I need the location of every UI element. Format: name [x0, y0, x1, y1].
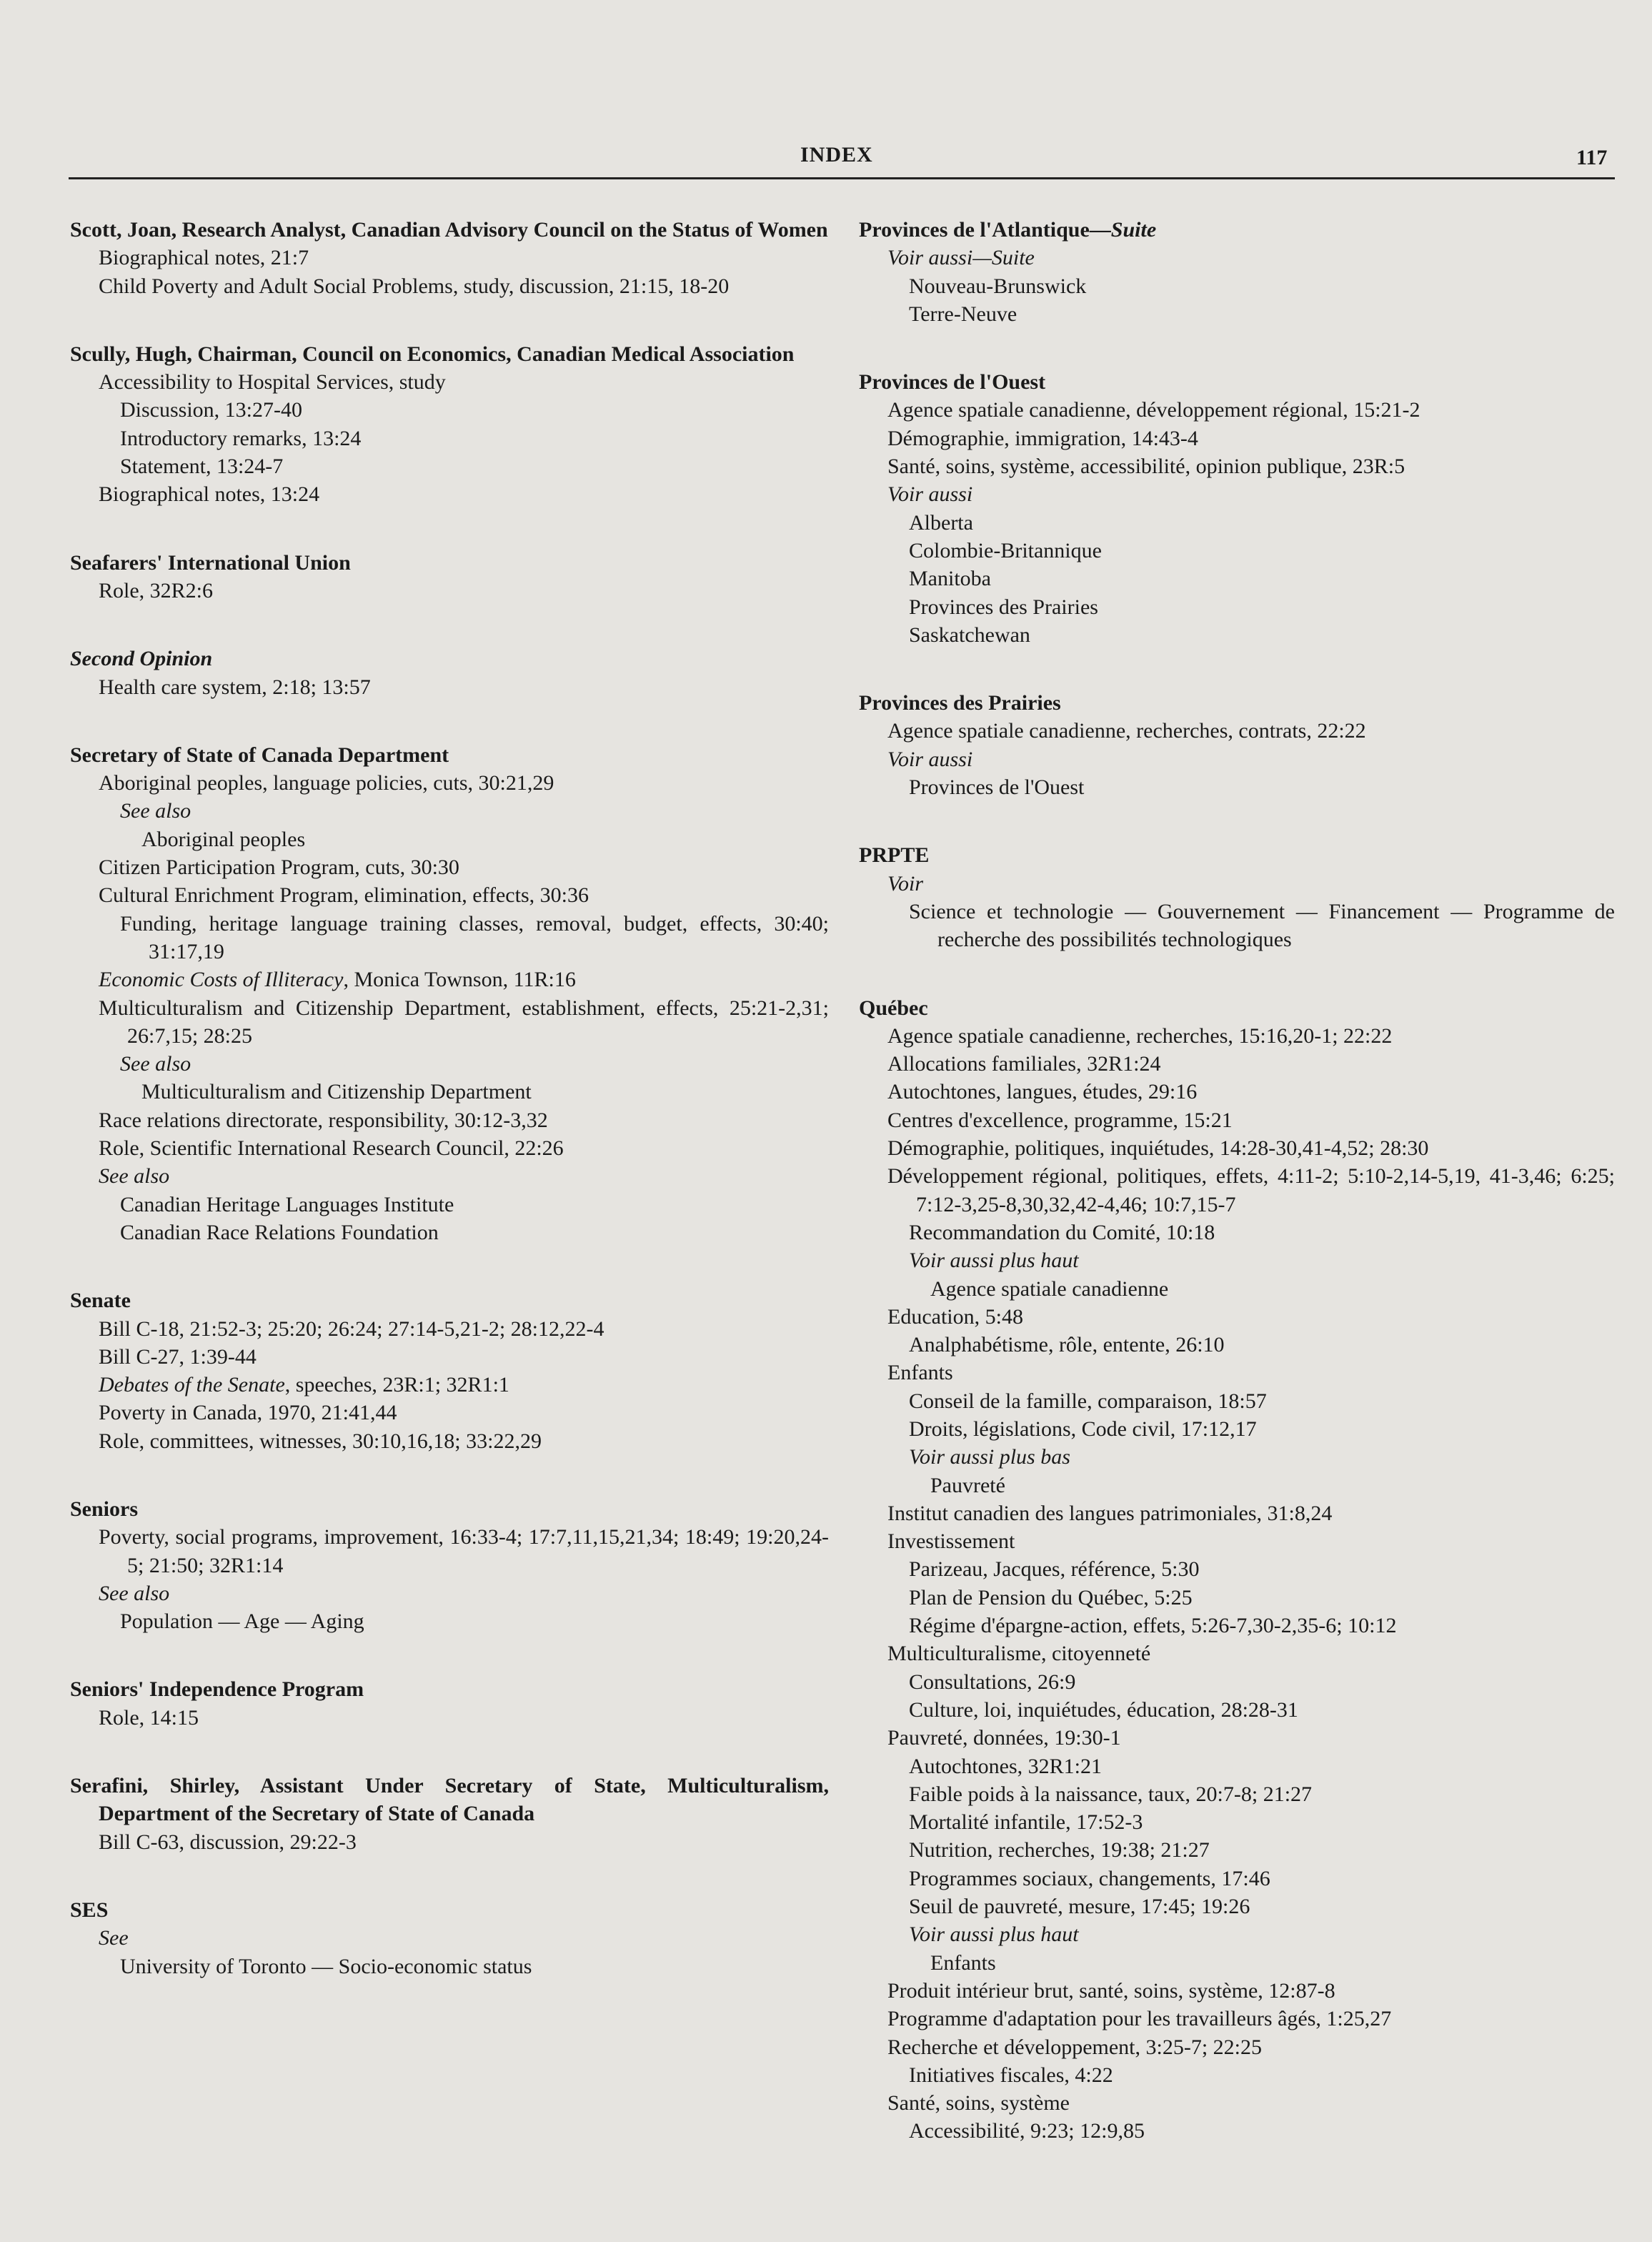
entry-heading: [859, 216, 1615, 244]
index-entry-senate: [70, 1286, 829, 1455]
subentry: Saskatchewan: [909, 622, 1030, 647]
subentry: [70, 1371, 829, 1399]
header-rule: [69, 177, 1615, 179]
index-entry-seafarers: [70, 549, 829, 605]
subentry: Health care system, 2:18; 13:57: [99, 675, 371, 699]
subentry: Introductory remarks, 13:24: [120, 426, 362, 450]
cross-reference: See also: [99, 1581, 170, 1605]
subentry: Biographical notes, 21:7: [99, 246, 309, 270]
subentry: Biographical notes, 13:24: [99, 482, 320, 507]
entry-heading: Scott, Joan, Research Analyst, Canadian Advisory Council on the Status of Women: [70, 218, 828, 242]
cross-reference: See also: [120, 799, 191, 823]
cross-reference: See also: [120, 1052, 191, 1076]
subentry: Poverty in Canada, 1970, 21:41,44: [99, 1401, 397, 1425]
subentry: Développement régional, politiques, effets, 4:11-2; 5:10-2,14-5,19, 41-3,46; 6:25; 7:12-3,25-8,30,32,42-4,46; 10:7,15-7: [887, 1164, 1615, 1216]
index-entry-seniors: [70, 1495, 829, 1635]
subentry: Agence spatiale canadienne: [930, 1276, 1169, 1301]
subentry: Colombie-Britannique: [909, 538, 1102, 562]
subentry: Terre-Neuve: [909, 302, 1017, 326]
subentry: Multiculturalisme, citoyenneté: [887, 1642, 1151, 1666]
subentry: Pauvreté, données, 19:30-1: [887, 1726, 1121, 1750]
subentry-text: , speeches, 23R:1; 32R1:1: [284, 1373, 509, 1397]
cross-reference: Voir aussi—Suite: [887, 246, 1035, 270]
left-column: [70, 216, 829, 2020]
subentry: Autochtones, langues, études, 29:16: [887, 1080, 1198, 1104]
index-entry-second-opinion: [70, 645, 829, 701]
index-entry-provinces-prairies: [859, 689, 1615, 801]
subentry: Role, 14:15: [99, 1705, 199, 1730]
cross-reference: See: [99, 1926, 129, 1950]
subentry: Canadian Heritage Languages Institute: [120, 1192, 454, 1216]
subentry: Bill C-63, discussion, 29:22-3: [99, 1830, 357, 1854]
cross-reference: Voir aussi plus bas: [909, 1445, 1070, 1469]
subentry: Droits, législations, Code civil, 17:12,17: [909, 1417, 1257, 1441]
subentry: Aboriginal peoples, language policies, cuts, 30:21,29: [99, 771, 554, 795]
publication-title: Debates of the Senate: [99, 1373, 285, 1397]
entry-heading: PRPTE: [859, 843, 930, 868]
index-entry-provinces-ouest: [859, 368, 1615, 649]
entry-heading: Seniors' Independence Program: [70, 1677, 364, 1702]
subentry: Enfants: [887, 1361, 953, 1385]
subentry: Canadian Race Relations Foundation: [120, 1220, 439, 1244]
subentry: Démographie, politiques, inquiétudes, 14:28-30,41-4,52; 28:30: [887, 1136, 1429, 1161]
entry-heading: Seniors: [70, 1497, 139, 1521]
subentry: Agence spatiale canadienne, développement régional, 15:21-2: [887, 398, 1420, 422]
subentry: Population — Age — Aging: [120, 1609, 364, 1634]
subentry: Multiculturalism and Citizenship Department: [141, 1080, 532, 1104]
subentry: Démographie, immigration, 14:43-4: [887, 426, 1198, 450]
index-entry-ses: [70, 1896, 829, 1980]
entry-heading: Serafini, Shirley, Assistant Under Secretary of State, Multiculturalism, Department of the Secretary of State of Canada: [70, 1774, 829, 1826]
subentry: Allocations familiales, 32R1:24: [887, 1052, 1161, 1076]
subentry: Child Poverty and Adult Social Problems, study, discussion, 21:15, 18-20: [99, 274, 730, 298]
subentry: Role, 32R2:6: [99, 578, 214, 602]
cross-reference: See also: [99, 1164, 170, 1189]
subentry: Accessibilité, 9:23; 12:9,85: [909, 2119, 1145, 2143]
cross-reference: Voir aussi: [887, 747, 973, 771]
continued-label: Suite: [1110, 218, 1157, 242]
subentry: Culture, loi, inquiétudes, éducation, 28:28-31: [909, 1697, 1298, 1722]
subentry: Multiculturalism and Citizenship Department, establishment, effects, 25:21-2,31; 26:7,15; 28:25: [99, 996, 829, 1048]
subentry: Parizeau, Jacques, référence, 5:30: [909, 1557, 1200, 1582]
subentry: Faible poids à la naissance, taux, 20:7-8; 21:27: [909, 1782, 1313, 1806]
index-entry-provinces-atlantique: [859, 216, 1615, 328]
subentry: Conseil de la famille, comparaison, 18:57: [909, 1389, 1267, 1413]
subentry: Bill C-18, 21:52-3; 25:20; 26:24; 27:14-5,21-2; 28:12,22-4: [99, 1316, 604, 1341]
subentry: Régime d'épargne-action, effets, 5:26-7,30-2,35-6; 10:12: [909, 1614, 1397, 1638]
subentry: Statement, 13:24-7: [120, 455, 284, 479]
subentry: Science et technologie — Gouvernement — Financement — Programme de recherche des possibilités technologiques: [909, 899, 1615, 952]
subentry: Discussion, 13:27-40: [120, 398, 302, 422]
subentry: Produit intérieur brut, santé, soins, système, 12:87-8: [887, 1978, 1335, 2003]
subentry: Santé, soins, système: [887, 2091, 1070, 2115]
subentry: Centres d'excellence, programme, 15:21: [887, 1108, 1233, 1132]
subentry: Cultural Enrichment Program, elimination, effects, 30:36: [99, 883, 589, 908]
subentry: Enfants: [930, 1950, 996, 1975]
index-entry-serafini: [70, 1772, 829, 1856]
publication-title: Economic Costs of Illiteracy: [99, 968, 344, 992]
entry-heading: Senate: [70, 1289, 131, 1313]
subentry: Agence spatiale canadienne, recherches, 15:16,20-1; 22:22: [887, 1023, 1393, 1048]
subentry: Provinces des Prairies: [909, 595, 1098, 619]
subentry: Citizen Participation Program, cuts, 30:30: [99, 855, 459, 880]
subentry: University of Toronto — Socio-economic status: [120, 1954, 532, 1978]
subentry: Autochtones, 32R1:21: [909, 1754, 1102, 1778]
index-entry-prpte: [859, 841, 1615, 953]
subentry: Recherche et développement, 3:25-7; 22:25: [887, 2035, 1262, 2059]
subentry: Aboriginal peoples: [141, 827, 306, 851]
entry-heading: Second Opinion: [70, 647, 213, 671]
subentry: Programme d'adaptation pour les travailleurs âgés, 1:25,27: [887, 2007, 1392, 2031]
subentry: [70, 966, 829, 993]
heading-text: Provinces de l'Atlantique—: [859, 218, 1111, 242]
subentry: Investissement: [887, 1529, 1015, 1554]
page-number: 117: [1576, 146, 1608, 169]
cross-reference: Voir aussi: [887, 482, 973, 507]
subentry: Analphabétisme, rôle, entente, 26:10: [909, 1333, 1225, 1357]
subentry: Nutrition, recherches, 19:38; 21:27: [909, 1838, 1210, 1862]
subentry: Initiatives fiscales, 4:22: [909, 2063, 1113, 2087]
index-entry-secretary-of-state: [70, 741, 829, 1246]
subentry: Funding, heritage language training classes, removal, budget, effects, 30:40; 31:17,19: [120, 911, 829, 963]
page-header: [0, 0, 1652, 172]
subentry: Alberta: [909, 510, 973, 535]
entry-heading: Provinces de l'Ouest: [859, 370, 1046, 395]
subentry: Manitoba: [909, 567, 991, 591]
subentry: Agence spatiale canadienne, recherches, contrats, 22:22: [887, 719, 1366, 743]
subentry: Role, committees, witnesses, 30:10,16,18; 33:22,29: [99, 1429, 542, 1453]
entry-heading: Secretary of State of Canada Department: [70, 743, 449, 767]
subentry: Consultations, 26:9: [909, 1670, 1076, 1694]
subentry: Role, Scientific International Research Council, 22:26: [99, 1136, 564, 1161]
index-entry-scully: [70, 340, 829, 509]
index-entry-scott: [70, 216, 829, 300]
subentry: Recommandation du Comité, 10:18: [909, 1220, 1215, 1244]
subentry: Seuil de pauvreté, mesure, 17:45; 19:26: [909, 1895, 1250, 1919]
subentry: Pauvreté: [930, 1473, 1005, 1497]
running-head: INDEX: [800, 143, 873, 167]
subentry: Accessibility to Hospital Services, study: [99, 370, 446, 395]
cross-reference: Voir: [887, 871, 924, 896]
right-column: [859, 216, 1615, 2186]
subentry: Bill C-27, 1:39-44: [99, 1344, 257, 1369]
entry-heading: Québec: [859, 996, 928, 1020]
subentry: Provinces de l'Ouest: [909, 775, 1085, 800]
index-entry-quebec: [859, 994, 1615, 2146]
subentry: Education, 5:48: [887, 1304, 1023, 1329]
cross-reference: Voir aussi plus haut: [909, 1249, 1079, 1273]
subentry-text: , Monica Townson, 11R:16: [343, 968, 576, 992]
entry-heading: Provinces des Prairies: [859, 691, 1061, 715]
subentry: Institut canadien des langues patrimoniales, 31:8,24: [887, 1501, 1333, 1525]
entry-heading: SES: [70, 1898, 109, 1922]
subentry: Poverty, social programs, improvement, 16:33-4; 17:7,11,15,21,34; 18:49; 19:20,24-5; 21:50; 32R1:14: [99, 1525, 829, 1577]
subentry: Race relations directorate, responsibility, 30:12-3,32: [99, 1108, 548, 1132]
entry-heading: Seafarers' International Union: [70, 550, 351, 575]
subentry: Mortalité infantile, 17:52-3: [909, 1810, 1143, 1835]
subentry: Plan de Pension du Québec, 5:25: [909, 1585, 1193, 1609]
subentry: Nouveau-Brunswick: [909, 274, 1087, 298]
subentry: Programmes sociaux, changements, 17:46: [909, 1866, 1270, 1890]
subentry: Santé, soins, système, accessibilité, opinion publique, 23R:5: [887, 455, 1405, 479]
cross-reference: Voir aussi plus haut: [909, 1923, 1079, 1947]
entry-heading: Scully, Hugh, Chairman, Council on Economics, Canadian Medical Association: [70, 342, 795, 366]
index-entry-seniors-independence: [70, 1675, 829, 1732]
